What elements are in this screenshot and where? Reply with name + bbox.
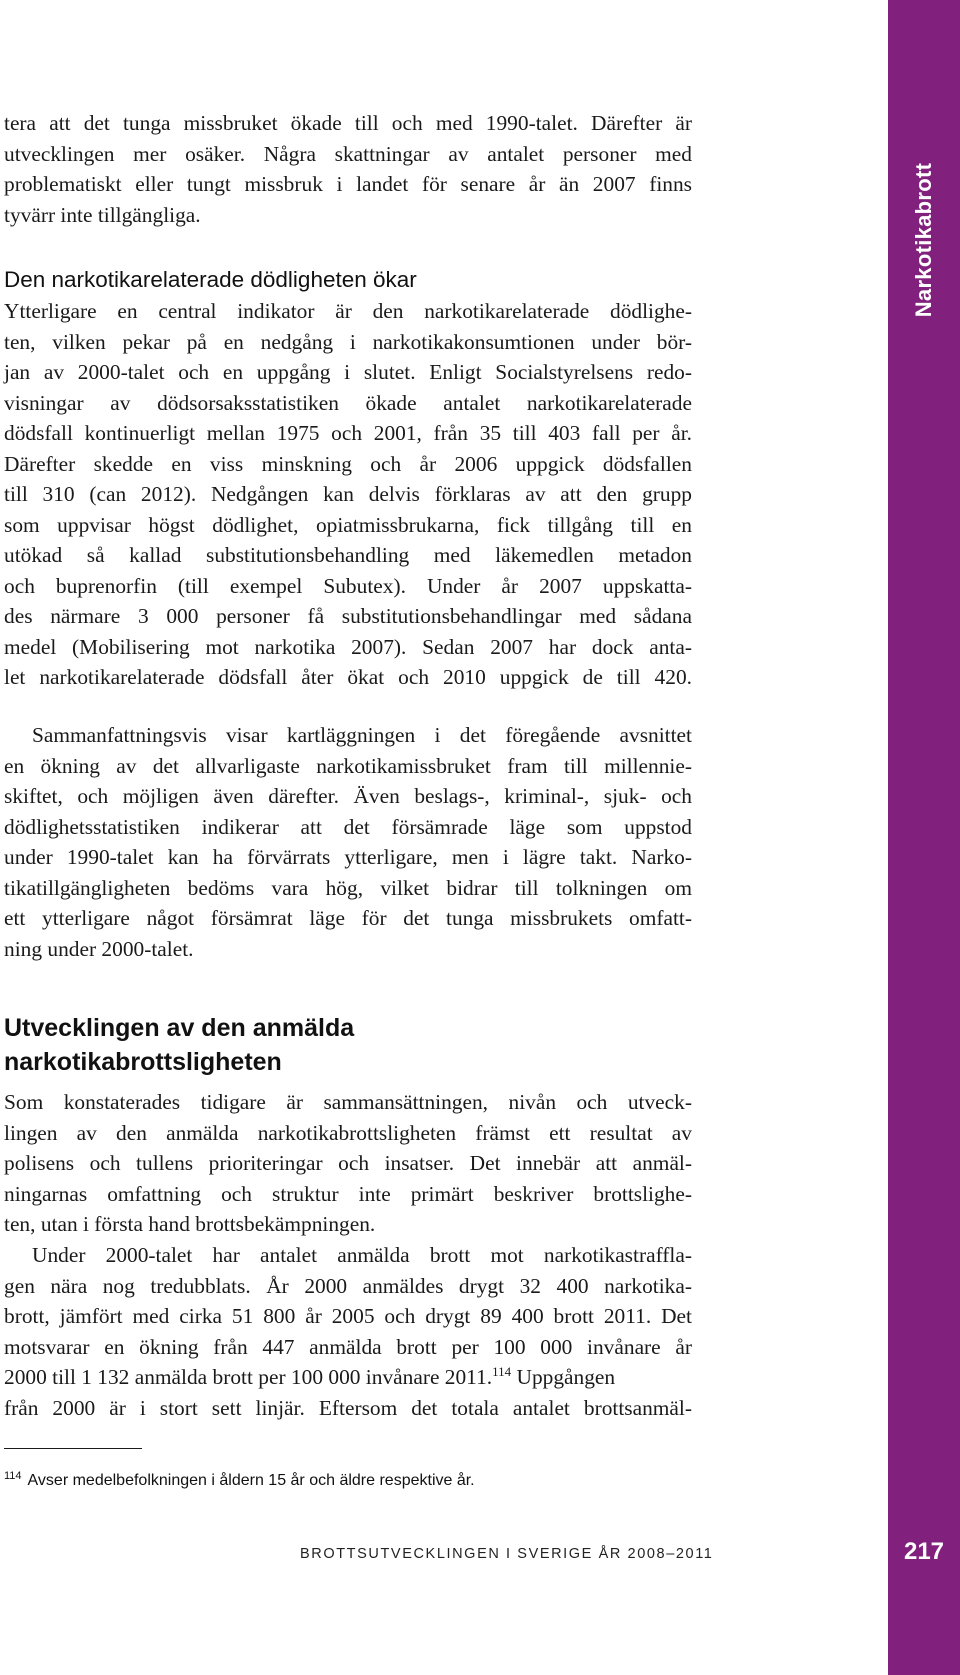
footnote-reference[interactable]: 114 [492,1364,512,1379]
text-line: och buprenorfin (till exempel Subutex). Under år 2007 uppskatta- [4,573,692,598]
text-line: Därefter skedde en viss minskning och år 2006 uppgick dödsfallen [4,451,692,476]
text-line: visningar av dödsorsaksstatistiken ökade antalet narkotikarelaterade [4,390,692,415]
text-line-with-footnote [4,1362,692,1393]
text-line: dödsfall kontinuerligt mellan 1975 och 2001, från 35 till 403 fall per år. [4,421,692,445]
text-line: let narkotikarelaterade dödsfall åter ökat och 2010 uppgick de till 420. [4,665,692,689]
text-line: tikatillgängligheten bedöms vara hög, vilket bidrar till tolkningen om [4,875,692,900]
text-line: ett ytterligare något försämrat läge för det tunga missbrukets omfatt- [4,906,692,930]
text-line: polisens och tullens prioriteringar och insatser. Det innebär att anmäl- [4,1151,692,1175]
text-line: under 1990-talet kan ha förvärrats ytterligare, men i lägre takt. Narko- [4,845,692,869]
text-line: Som konstaterades tidigare är sammansättningen, nivån och utveck- [4,1090,692,1114]
text-line: utökad så kallad substitutionsbehandling med läkemedlen metadon [4,543,692,567]
text-line: medel (Mobilisering mot narkotika 2007). Sedan 2007 har dock anta- [4,634,692,659]
text-line: Sammanfattningsvis visar kartläggningen i det föregående avsnittet [32,723,692,747]
footnote-number: 114 [4,1470,22,1482]
text-line: tera att det tunga missbruket ökade till och med 1990-talet. Därefter är [4,111,692,135]
text-line: motsvarar en ökning från 447 anmälda brott per 100 000 invånare år [4,1334,692,1359]
text-line: problematiskt eller tungt missbruk i landet för senare år än 2007 finns [4,172,692,196]
text-line: ten, vilken pekar på en nedgång i narkotikakonsumtionen under bör- [4,329,692,354]
text-line: ning under 2000-talet. [4,936,194,961]
paragraph-intro [4,108,692,230]
text-span: 2000 till 1 132 anmälda brott per 100 000 invånare 2011. [4,1365,493,1389]
side-tab-label: Narkotikabrott [911,162,936,318]
text-line: från 2000 är i stort sett linjär. Eftersom det totala antalet brottsanmäl- [4,1395,692,1420]
text-line: som uppvisar högst dödlighet, opiatmissbrukarna, fick tillgång till en [4,512,692,537]
text-line: jan av 2000-talet och en uppgång i slutet. Enligt Socialstyrelsens redo- [4,360,692,384]
page-number: 217 [903,1538,945,1565]
section-heading [4,1011,354,1079]
running-footer: BROTTSUTVECKLINGEN I SVERIGE ÅR 2008–2011 [300,1546,714,1562]
text-line: utvecklingen mer osäker. Några skattningar av antalet personer med [4,141,692,166]
text-line: Ytterligare en central indikator är den narkotikarelaterade dödlighe- [4,299,692,323]
footnote-divider [4,1448,142,1449]
text-line: des närmare 3 000 personer få substitutionsbehandlingar med sådana [4,604,692,628]
text-line: tyvärr inte tillgängliga. [4,202,201,227]
text-line: till 310 (can 2012). Nedgången kan delvis förklaras av att den grupp [4,482,692,506]
text-span: Uppgången [516,1365,616,1389]
text-line: dödlighetsstatistiken indikerar att det försämrade läge som uppstod [4,814,692,839]
text-line: gen nära nog tredubblats. År 2000 anmäldes drygt 32 400 narkotika- [4,1273,692,1298]
paragraph-2000s [4,1240,692,1423]
text-line: ten, utan i första hand brottsbekämpningen. [4,1212,376,1236]
footnote [4,1465,475,1492]
subheading-mortality: Den narkotikarelaterade dödligheten ökar [4,267,417,292]
text-line: Under 2000-talet har antalet anmälda brott mot narkotikastraffla- [32,1243,692,1267]
text-line: en ökning av det allvarligaste narkotikamissbruket fram till millennie- [4,753,692,778]
paragraph-reported-crime [4,1087,692,1240]
text-line: brott, jämfört med cirka 51 800 år 2005 och drygt 89 400 brott 2011. Det [4,1304,692,1328]
section-heading-line: narkotikabrottsligheten [4,1048,282,1076]
text-line: lingen av den anmälda narkotikabrottsligheten främst ett resultat av [4,1120,692,1145]
text-line: skiftet, och möjligen även därefter. Även beslags-, kriminal-, sjuk- och [4,784,692,808]
paragraph-mortality [4,296,692,693]
text-line: ningarnas omfattning och struktur inte primärt beskriver brottslighe- [4,1181,692,1206]
section-heading-line: Utvecklingen av den anmälda [4,1014,355,1042]
paragraph-summary [4,720,692,964]
footnote-text: Avser medelbefolkningen i åldern 15 år och äldre respektive år. [27,1472,475,1489]
